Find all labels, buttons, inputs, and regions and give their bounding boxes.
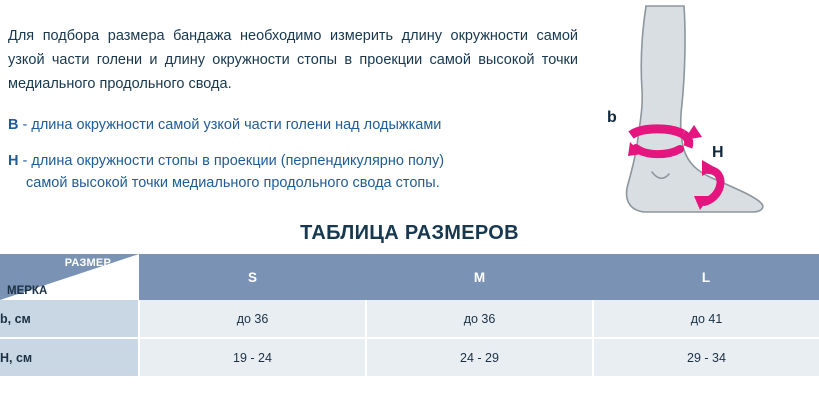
label-h: H <box>712 144 724 161</box>
table-corner-cell <box>0 254 139 300</box>
corner-size-label: РАЗМЕР <box>64 257 111 269</box>
size-table <box>0 254 819 378</box>
table-row <box>0 300 819 338</box>
cell-b-m: до 36 <box>366 300 593 338</box>
table-header-row <box>0 254 819 300</box>
leg-silhouette <box>627 6 763 212</box>
legend-text-h: - длина окружности стопы в проекции (перпендикулярно полу) <box>18 153 445 169</box>
row-label-h: H, см <box>0 338 139 377</box>
cell-h-m: 24 - 29 <box>366 338 593 377</box>
leg-illustration <box>584 4 816 222</box>
row-label-b: b, см <box>0 300 139 338</box>
label-b: b <box>607 109 617 126</box>
cell-b-l: до 41 <box>593 300 819 338</box>
intro-paragraph: Для подбора размера бандажа необходимо измерить длину окружности самой узкой части голени и длину окружности стопы в проекции самой высокой точки медиального продольного свода. <box>8 28 578 92</box>
legend-item-h <box>8 150 578 194</box>
legend-letter-b: B <box>8 117 19 133</box>
description-text-column <box>8 24 578 208</box>
legend-item-b <box>8 114 578 136</box>
corner-measure-label: МЕРКА <box>7 285 48 297</box>
cell-h-l: 29 - 34 <box>593 338 819 377</box>
legend-letter-h: H <box>8 153 19 169</box>
size-table-title: ТАБЛИЦА РАЗМЕРОВ <box>300 222 519 244</box>
column-header-m: M <box>366 254 593 300</box>
cell-b-s: до 36 <box>139 300 366 338</box>
column-header-s: S <box>139 254 366 300</box>
leg-illustration-svg <box>584 4 816 222</box>
legend-text-h-second-line: самой высокой точки медиального продольного свода стопы. <box>26 175 440 191</box>
column-header-l: L <box>593 254 819 300</box>
legend-text-b: - длина окружности самой узкой части голени над лодыжками <box>18 117 442 133</box>
cell-h-s: 19 - 24 <box>139 338 366 377</box>
table-row <box>0 338 819 377</box>
